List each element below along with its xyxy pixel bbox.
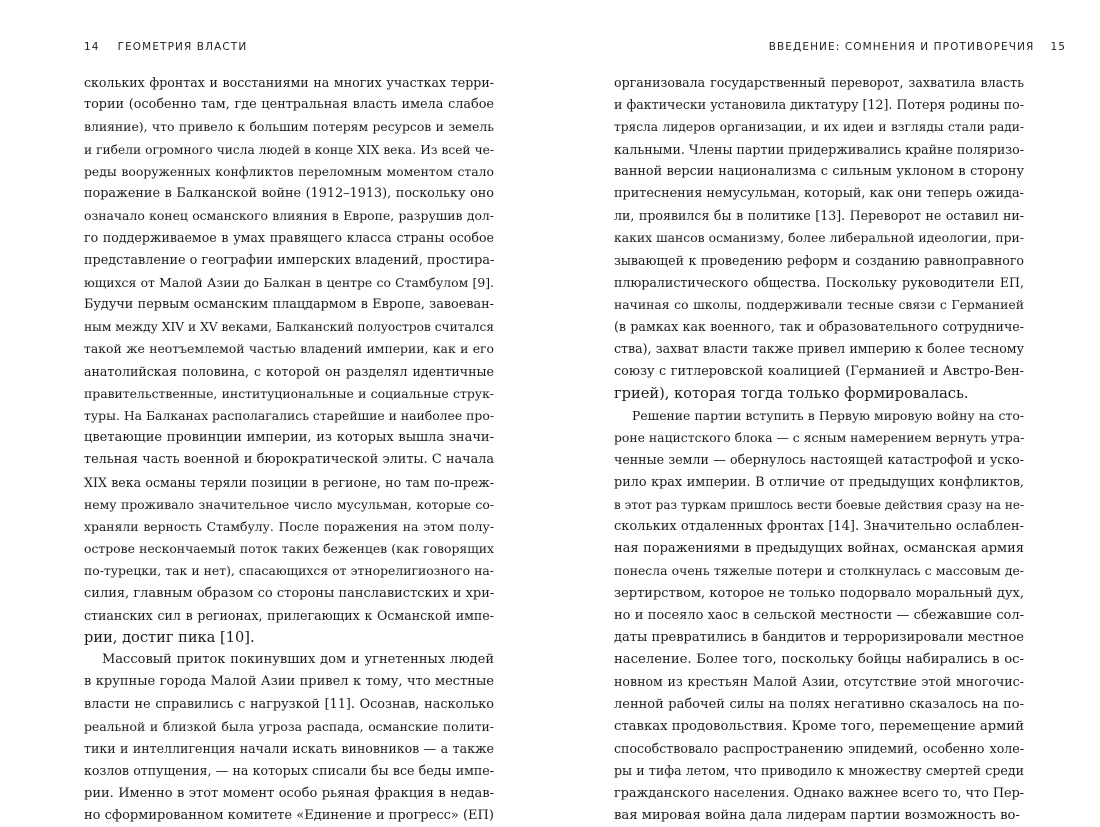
text-line: население. Более того, поскольку бойцы набирались в ос- — [614, 652, 1024, 668]
text-line: кальными. Члены партии придерживались крайне поляризо- — [614, 141, 1024, 157]
left-page — [0, 0, 550, 825]
text-line: рии, достиг пика [10]. — [84, 629, 255, 647]
text-line: ющихся от Малой Азии до Балкан в центре со Стамбулом [9]. — [84, 274, 494, 290]
text-line: новном из крестьян Малой Азии, отсутствие этой многочис- — [614, 674, 1024, 690]
text-line: влияние), что привело к большим потерям ресурсов и земель — [84, 119, 494, 135]
text-line: ванной версии национализма с сильным уклоном в сторону — [614, 163, 1024, 179]
text-line: (в рамках как военного, так и образовательного сотрудниче- — [614, 319, 1024, 335]
text-line: XIX века османы теряли позиции в регионе, но там по-преж- — [84, 474, 494, 490]
text-line: тики и интеллигенция начали искать виновников — а также — [84, 741, 494, 757]
text-line: начиная со школы, поддерживали тесные связи с Германией — [614, 297, 1024, 313]
left-running-head — [84, 41, 247, 53]
text-line: в крупные города Малой Азии привел к тому, что местные — [84, 674, 494, 690]
text-line: го поддерживаемое в умах правящего класса страны особое — [84, 230, 494, 246]
text-line: поражение в Балканской войне (1912–1913), поскольку оно — [84, 186, 494, 202]
text-line: храняли верность Стамбулу. После поражения на этом полу- — [84, 519, 494, 535]
text-line: понесла очень тяжелые потери и столкнулась с массовым де- — [614, 563, 1024, 579]
text-line: правительственные, институциональные и социальные струк- — [84, 385, 494, 401]
text-line: рило крах империи. В отличие от предыдущих конфликтов, — [614, 474, 1024, 490]
text-line: Будучи первым османским плацдармом в Европе, завоеван- — [84, 297, 494, 313]
text-line: ли, проявился бы в политике [13]. Переворот не оставил ни- — [614, 208, 1024, 224]
text-line: ным между XIV и XV веками, Балканский полуостров считался — [84, 320, 494, 335]
text-line: силия, главным образом со стороны панславистских и хри- — [84, 585, 494, 601]
text-line: роне нацистского блока — с ясным намерением вернуть утра- — [614, 430, 1024, 446]
right-page — [550, 0, 1100, 825]
text-line: каких шансов османизму, более либеральной идеологии, при- — [614, 230, 1024, 246]
text-line: даты превратились в бандитов и терроризировали местное — [614, 630, 1024, 646]
text-line: ства), захват власти также привел империю к более тесному — [614, 341, 1024, 357]
text-line: зывающей к проведению реформ и созданию равноправного — [614, 252, 1024, 268]
text-line: Массовый приток покинувших дом и угнетенных людей — [102, 652, 494, 668]
text-line: способствовало распространению эпидемий, особенно холе- — [614, 741, 1024, 757]
text-line: по-турецки, так и нет), спасающихся от этнорелигиозного на- — [84, 563, 494, 579]
text-line: ры и тифа летом, что приводило к множеству смертей среди — [614, 763, 1024, 779]
text-line: цветающие провинции империи, из которых вышла значи- — [84, 430, 494, 446]
text-line: тельная часть военной и бюрократической элиты. С начала — [84, 452, 494, 468]
text-line: притеснения немусульман, который, как они теперь ожида- — [614, 186, 1024, 202]
text-line: союзу с гитлеровской коалицией (Германией и Австро-Вен- — [614, 363, 1024, 379]
text-line: туры. На Балканах располагались старейшие и наиболее про- — [84, 408, 494, 424]
text-line: зертирством, которое не только подорвало моральный дух, — [614, 585, 1024, 601]
left-page-number: 14 — [84, 41, 100, 53]
text-line: скольких отдаленных фронтах [14]. Значительно ослаблен- — [614, 519, 1024, 535]
text-line: организовала государственный переворот, захватила власть — [614, 75, 1024, 90]
left-running-head-title: ГЕОМЕТРИЯ ВЛАСТИ — [117, 41, 248, 53]
text-line: скольких фронтах и восстаниями на многих участках терри- — [84, 75, 494, 90]
text-line: представление о географии имперских владений, простира- — [84, 252, 494, 268]
text-line: и гибели огромного числа людей в конце XIX века. Из всей че- — [84, 142, 494, 157]
right-running-head-title: ВВЕДЕНИЕ: СОМНЕНИЯ И ПРОТИВОРЕЧИЯ — [768, 41, 1035, 53]
text-line: реды вооруженных конфликтов переломным моментом стало — [84, 163, 494, 179]
text-line: плюралистического общества. Поскольку руководители ЕП, — [614, 274, 1024, 290]
text-line: власти не справились с нагрузкой [11]. Осознав, насколько — [84, 696, 494, 712]
text-line: грией), которая тогда только формировалась. — [614, 384, 969, 402]
right-body-text — [614, 72, 1024, 827]
text-line: ставках продовольствия. Кроме того, перемещение армий — [614, 718, 1024, 734]
text-line: но и посеяло хаос в сельской местности — сбежавшие сол- — [614, 607, 1024, 623]
text-line: реальной и близкой была угроза распада, османские полити- — [84, 718, 494, 734]
text-line: ленной рабочей силы на полях негативно сказалось на по- — [614, 696, 1024, 712]
text-line: Решение партии вступить в Первую мировую войну на сто- — [632, 408, 1024, 424]
text-line: и фактически установила диктатуру [12]. Потеря родины по- — [614, 97, 1024, 113]
text-line: означало конец османского влияния в Европе, разрушив дол- — [84, 208, 494, 224]
text-line: трясла лидеров организации, и их идеи и взгляды стали ради- — [614, 120, 1024, 135]
right-running-head — [769, 41, 1066, 53]
text-line: ная поражениями в предыдущих войнах, османская армия — [614, 541, 1024, 557]
text-line: нему проживало значительное число мусульман, которые со- — [84, 496, 494, 512]
text-line: тории (особенно там, где центральная власть имела слабое — [84, 97, 494, 113]
text-line: гражданского населения. Однако важнее всего то, что Пер- — [614, 785, 1024, 801]
text-line: острове нескончаемый поток таких беженцев (как говорящих — [84, 541, 494, 557]
text-line: такой же неотъемлемой частью владений империи, как и его — [84, 341, 494, 357]
text-line: рии. Именно в этот момент особо рьяная фракция в недав- — [84, 785, 494, 801]
right-page-number: 15 — [1050, 41, 1066, 53]
text-line: анатолийская половина, с которой он разделял идентичные — [84, 363, 494, 379]
text-line: вая мировая война дала лидерам партии возможность во- — [614, 807, 1020, 823]
left-body-text — [84, 72, 494, 827]
text-line: но сформированном комитете «Единение и прогресс» (ЕП) — [84, 807, 494, 823]
text-line: ченные земли — обернулось настоящей катастрофой и уско- — [614, 452, 1024, 468]
text-line: в этот раз туркам пришлось вести боевые действия сразу на не- — [614, 497, 1024, 512]
text-line: стианских сил в регионах, прилегающих к Османской импе- — [84, 607, 494, 623]
text-line: козлов отпущения, — на которых списали бы все беды импе- — [84, 763, 494, 779]
